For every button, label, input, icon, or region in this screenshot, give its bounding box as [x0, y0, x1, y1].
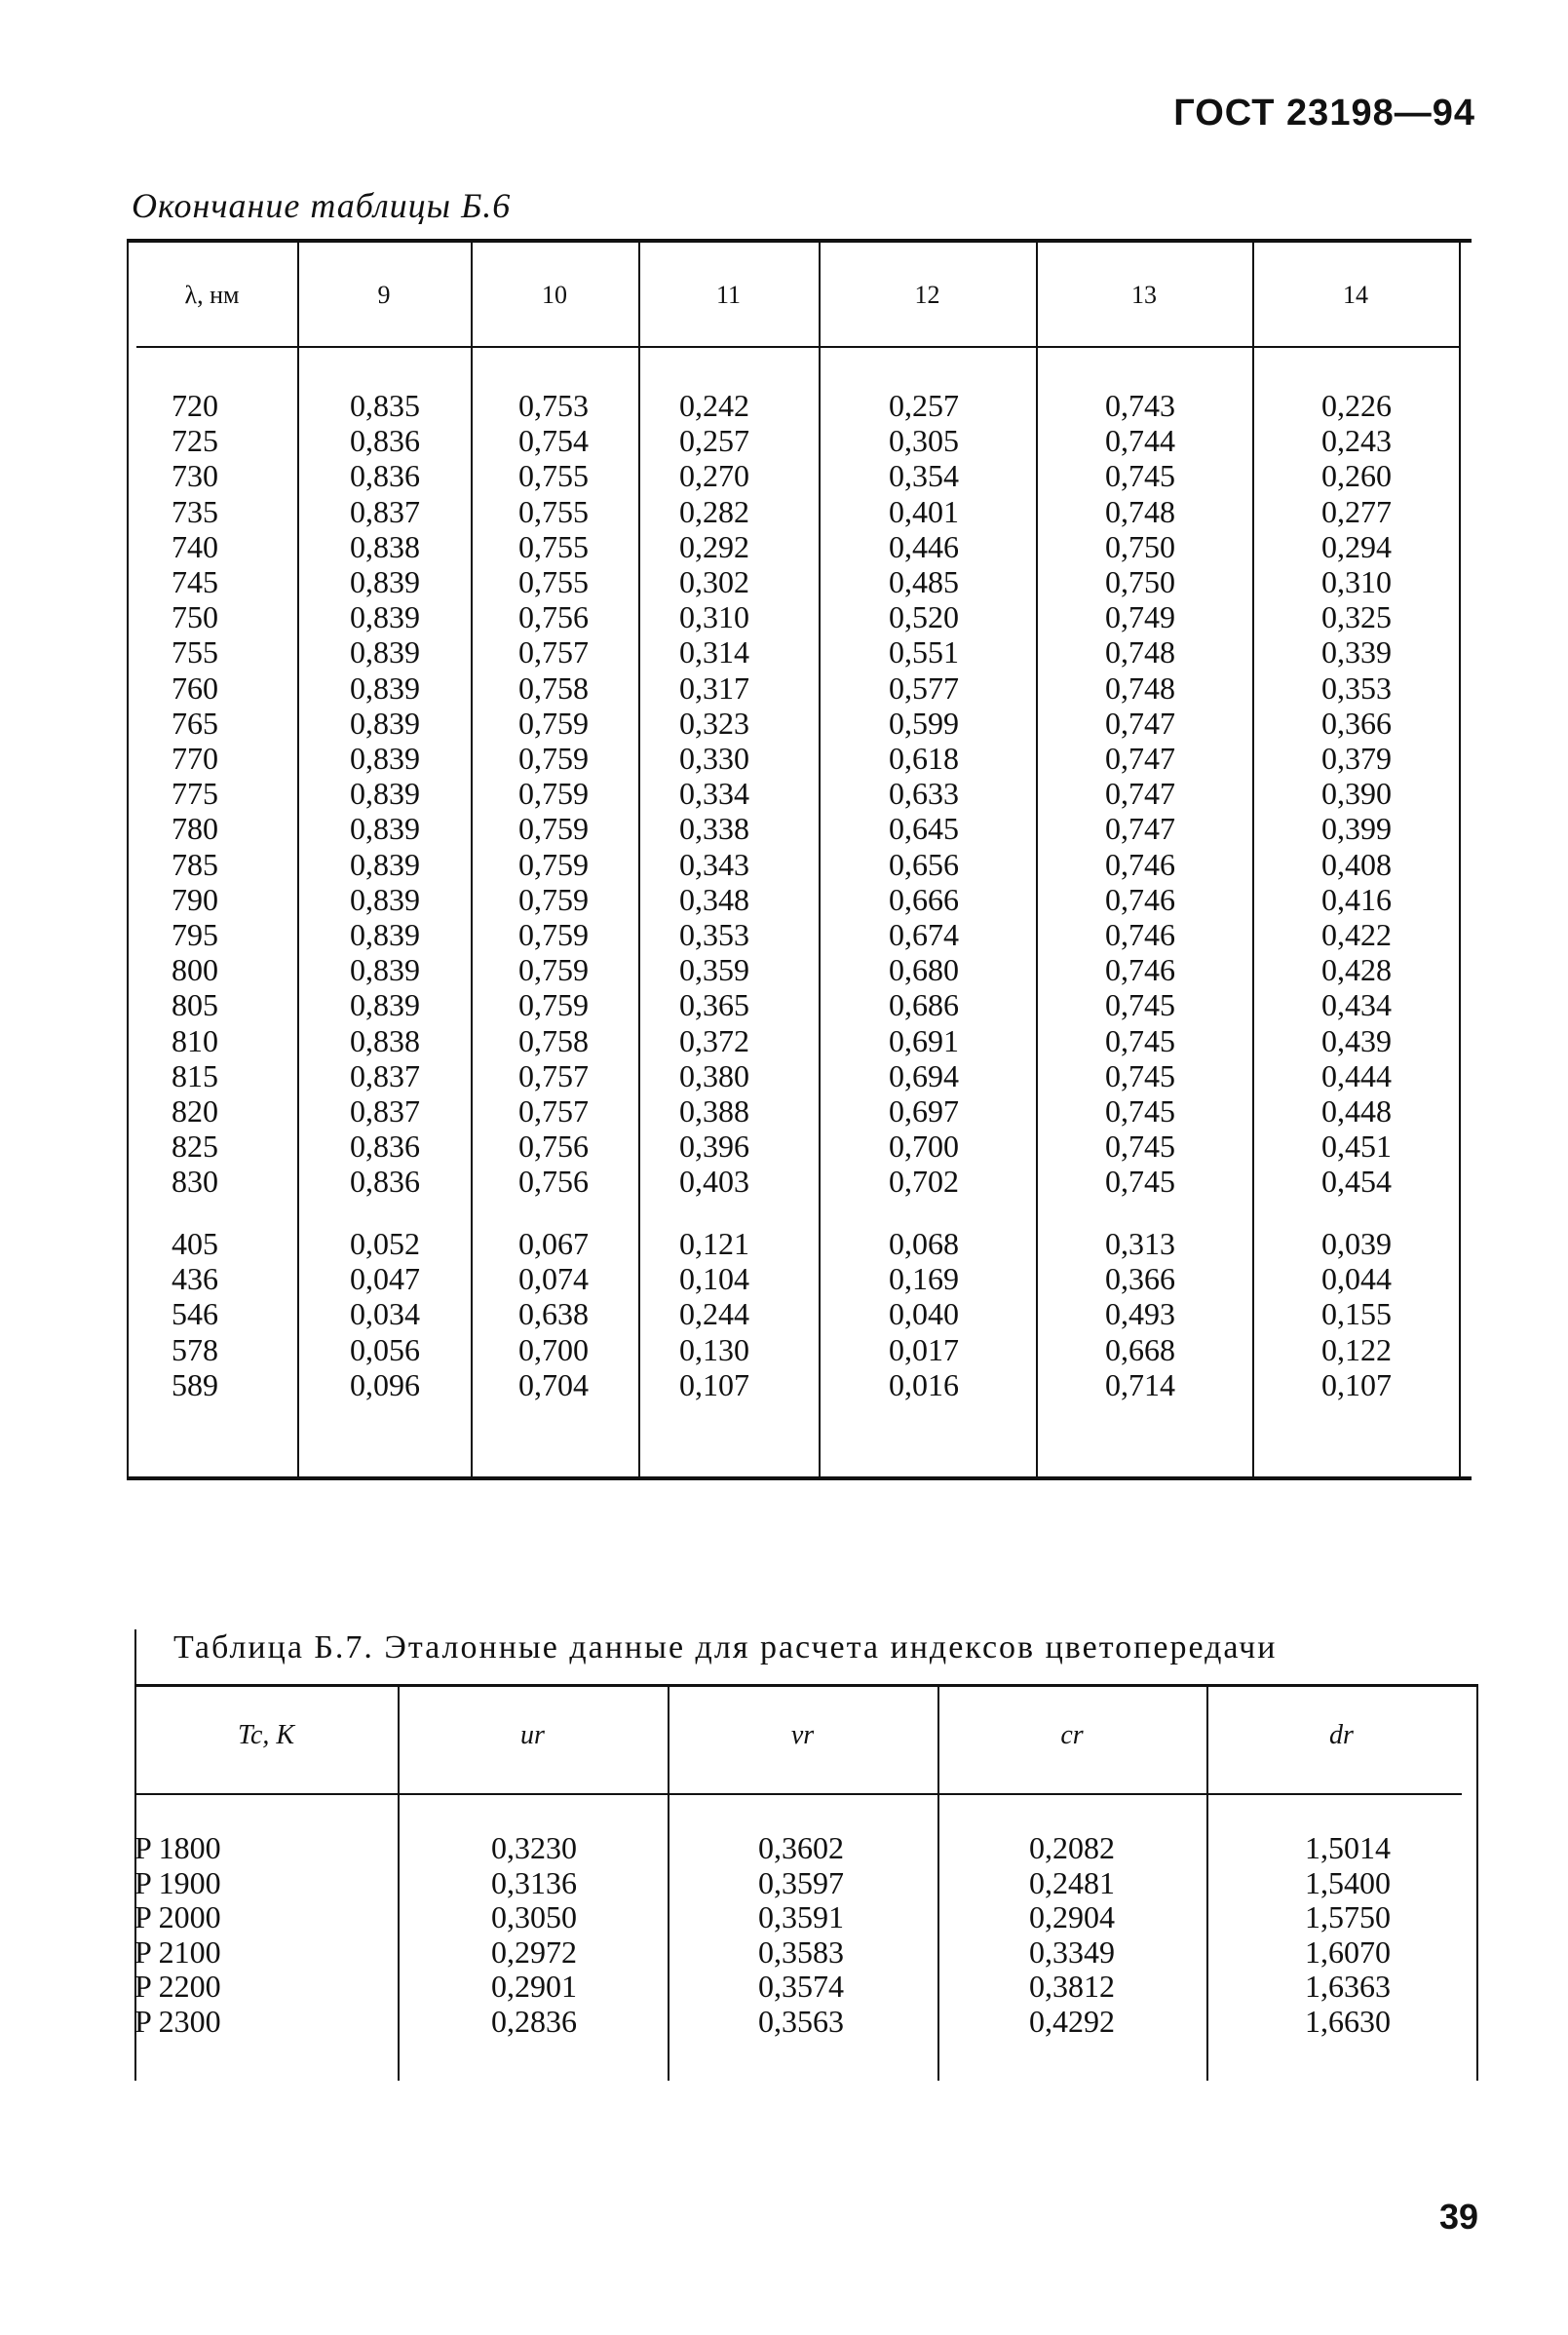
value-cell: 0,836: [350, 1129, 420, 1165]
value-cell: 0,2901: [491, 1969, 577, 2004]
value-cell: 0,403: [679, 1164, 749, 1200]
wavelength-cell: 760: [172, 670, 218, 706]
value-cell: 0,756: [518, 599, 589, 635]
value-cell: 0,448: [1321, 1093, 1392, 1129]
value-cell: 0,747: [1105, 811, 1175, 847]
value-cell: 0,444: [1321, 1057, 1392, 1093]
value-cell: 0,155: [1321, 1296, 1392, 1332]
value-cell: 0,835: [350, 388, 420, 423]
value-cell: 0,757: [518, 634, 589, 670]
value-cell: 0,2836: [491, 2003, 577, 2039]
value-cell: 0,493: [1105, 1296, 1175, 1332]
wavelength-cell: 805: [172, 987, 218, 1023]
value-cell: 0,107: [679, 1366, 749, 1402]
wavelength-cell: 780: [172, 811, 218, 847]
wavelength-cell: 546: [172, 1296, 218, 1332]
wavelength-cell: 800: [172, 952, 218, 988]
value-cell: 0,359: [679, 952, 749, 988]
wavelength-cell: 825: [172, 1129, 218, 1165]
table-b7-border-right: [1476, 1684, 1478, 2081]
value-cell: 0,755: [518, 493, 589, 529]
value-cell: 0,366: [1105, 1261, 1175, 1297]
value-cell: 0,485: [889, 564, 959, 599]
value-cell: 0,666: [889, 881, 959, 917]
value-cell: 0,039: [1321, 1226, 1392, 1261]
table-b7-header-0: Tc, K: [237, 1720, 295, 1750]
value-cell: 0,2082: [1029, 1830, 1115, 1865]
value-cell: 0,759: [518, 881, 589, 917]
value-cell: 0,756: [518, 1129, 589, 1165]
value-cell: 0,044: [1321, 1261, 1392, 1297]
value-cell: 0,836: [350, 1164, 420, 1200]
table-b7-header-2: vr: [790, 1720, 815, 1750]
value-cell: 0,3136: [491, 1864, 577, 1900]
value-cell: 0,4292: [1029, 2003, 1115, 2039]
value-cell: 0,745: [1105, 1164, 1175, 1200]
wavelength-cell: 735: [172, 493, 218, 529]
value-cell: 0,746: [1105, 952, 1175, 988]
value-cell: 0,839: [350, 705, 420, 741]
wavelength-cell: 750: [172, 599, 218, 635]
value-cell: 0,839: [350, 599, 420, 635]
value-cell: 0,746: [1105, 917, 1175, 952]
value-cell: 0,169: [889, 1261, 959, 1297]
table-b7-header-3: cr: [1060, 1720, 1084, 1750]
value-cell: 0,052: [350, 1226, 420, 1261]
wavelength-cell: 730: [172, 458, 218, 494]
temperature-cell: P 2200: [134, 1969, 221, 2004]
table-b7-header-1: ur: [520, 1720, 545, 1750]
wavelength-cell: 830: [172, 1164, 218, 1200]
value-cell: 1,6630: [1305, 2003, 1391, 2039]
table-b7-caption: Таблица Б.7. Эталонные данные для расчета индексов цветопередачи: [173, 1629, 1278, 1665]
value-cell: 0,422: [1321, 917, 1392, 952]
value-cell: 0,839: [350, 741, 420, 776]
value-cell: 0,747: [1105, 776, 1175, 812]
value-cell: 0,294: [1321, 528, 1392, 564]
value-cell: 0,313: [1105, 1226, 1175, 1261]
value-cell: 0,839: [350, 776, 420, 812]
value-cell: 0,2904: [1029, 1899, 1115, 1934]
value-cell: 0,016: [889, 1366, 959, 1402]
value-cell: 0,691: [889, 1022, 959, 1058]
value-cell: 0,314: [679, 634, 749, 670]
value-cell: 0,745: [1105, 1129, 1175, 1165]
table-b6-header-5: 13: [1131, 281, 1157, 309]
value-cell: 0,434: [1321, 987, 1392, 1023]
wavelength-cell: 765: [172, 705, 218, 741]
table-b6-header-1: 9: [377, 281, 391, 309]
value-cell: 0,759: [518, 846, 589, 882]
value-cell: 0,838: [350, 528, 420, 564]
wavelength-cell: 578: [172, 1331, 218, 1367]
value-cell: 0,839: [350, 670, 420, 706]
value-cell: 0,302: [679, 564, 749, 599]
value-cell: 0,310: [679, 599, 749, 635]
value-cell: 0,067: [518, 1226, 589, 1261]
table-b6-header-rule: [136, 346, 1459, 348]
value-cell: 0,257: [679, 423, 749, 459]
value-cell: 0,714: [1105, 1366, 1175, 1402]
value-cell: 0,743: [1105, 388, 1175, 423]
value-cell: 0,3563: [758, 2003, 844, 2039]
value-cell: 0,837: [350, 1057, 420, 1093]
value-cell: 0,753: [518, 388, 589, 423]
value-cell: 0,839: [350, 987, 420, 1023]
temperature-cell: P 1900: [134, 1864, 221, 1900]
table-b6-col-divider: [1252, 239, 1254, 1476]
value-cell: 0,348: [679, 881, 749, 917]
value-cell: 0,520: [889, 599, 959, 635]
value-cell: 0,366: [1321, 705, 1392, 741]
value-cell: 0,704: [518, 1366, 589, 1402]
value-cell: 0,226: [1321, 388, 1392, 423]
value-cell: 0,305: [889, 423, 959, 459]
value-cell: 0,401: [889, 493, 959, 529]
value-cell: 0,839: [350, 811, 420, 847]
value-cell: 0,3574: [758, 1969, 844, 2004]
value-cell: 0,454: [1321, 1164, 1392, 1200]
value-cell: 0,260: [1321, 458, 1392, 494]
value-cell: 0,759: [518, 705, 589, 741]
value-cell: 0,838: [350, 1022, 420, 1058]
value-cell: 0,757: [518, 1057, 589, 1093]
value-cell: 0,3597: [758, 1864, 844, 1900]
value-cell: 0,056: [350, 1331, 420, 1367]
temperature-cell: P 2300: [134, 2003, 221, 2039]
value-cell: 0,758: [518, 670, 589, 706]
value-cell: 0,749: [1105, 599, 1175, 635]
temperature-cell: P 1800: [134, 1830, 221, 1865]
value-cell: 0,343: [679, 846, 749, 882]
value-cell: 0,439: [1321, 1022, 1392, 1058]
value-cell: 0,702: [889, 1164, 959, 1200]
value-cell: 0,757: [518, 1093, 589, 1129]
value-cell: 0,372: [679, 1022, 749, 1058]
value-cell: 0,354: [889, 458, 959, 494]
table-b6-header-3: 11: [715, 281, 742, 309]
table-b6-header-4: 12: [914, 281, 940, 309]
value-cell: 0,656: [889, 846, 959, 882]
value-cell: 0,3230: [491, 1830, 577, 1865]
value-cell: 0,040: [889, 1296, 959, 1332]
table-b6-border-right: [1459, 239, 1461, 1476]
value-cell: 0,633: [889, 776, 959, 812]
value-cell: 0,746: [1105, 881, 1175, 917]
value-cell: 1,6070: [1305, 1933, 1391, 1970]
value-cell: 0,446: [889, 528, 959, 564]
value-cell: 0,379: [1321, 741, 1392, 776]
wavelength-cell: 820: [172, 1093, 218, 1129]
value-cell: 0,277: [1321, 493, 1392, 529]
table-b7-top-rule: [134, 1684, 1476, 1687]
value-cell: 0,428: [1321, 952, 1392, 988]
wavelength-cell: 770: [172, 741, 218, 776]
value-cell: 0,839: [350, 917, 420, 952]
table-b6-caption: Окончание таблицы Б.6: [132, 186, 512, 225]
value-cell: 0,839: [350, 564, 420, 599]
value-cell: 0,839: [350, 634, 420, 670]
value-cell: 0,839: [350, 881, 420, 917]
table-b6-header-2: 10: [542, 281, 567, 309]
wavelength-cell: 815: [172, 1057, 218, 1093]
value-cell: 0,068: [889, 1226, 959, 1261]
value-cell: 0,243: [1321, 423, 1392, 459]
value-cell: 0,837: [350, 493, 420, 529]
value-cell: 0,408: [1321, 846, 1392, 882]
value-cell: 0,2972: [491, 1933, 577, 1970]
value-cell: 0,121: [679, 1226, 749, 1261]
value-cell: 0,096: [350, 1366, 420, 1402]
wavelength-cell: 790: [172, 881, 218, 917]
temperature-cell: P 2000: [134, 1899, 221, 1934]
table-b6-header-6: 14: [1343, 281, 1368, 309]
value-cell: 0,638: [518, 1296, 589, 1332]
value-cell: 0,334: [679, 776, 749, 812]
value-cell: 0,759: [518, 776, 589, 812]
value-cell: 0,759: [518, 952, 589, 988]
wavelength-cell: 775: [172, 776, 218, 812]
table-b6-bottom-rule: [127, 1476, 1472, 1480]
table-b6-top-rule: [127, 239, 1472, 243]
wavelength-cell: 740: [172, 528, 218, 564]
value-cell: 0,242: [679, 388, 749, 423]
value-cell: 1,5400: [1305, 1864, 1391, 1900]
value-cell: 0,700: [889, 1129, 959, 1165]
value-cell: 0,745: [1105, 987, 1175, 1023]
table-b7-header-rule: [136, 1793, 1462, 1795]
wavelength-cell: 405: [172, 1226, 218, 1261]
value-cell: 0,3583: [758, 1933, 844, 1970]
value-cell: 0,074: [518, 1261, 589, 1297]
value-cell: 0,339: [1321, 634, 1392, 670]
wavelength-cell: 436: [172, 1261, 218, 1297]
value-cell: 0,599: [889, 705, 959, 741]
value-cell: 0,759: [518, 987, 589, 1023]
table-b6-col-divider: [1036, 239, 1038, 1476]
value-cell: 0,390: [1321, 776, 1392, 812]
wavelength-cell: 745: [172, 564, 218, 599]
value-cell: 0,257: [889, 388, 959, 423]
value-cell: 0,755: [518, 564, 589, 599]
value-cell: 0,3050: [491, 1899, 577, 1934]
value-cell: 0,748: [1105, 493, 1175, 529]
wavelength-cell: 755: [172, 634, 218, 670]
wavelength-cell: 795: [172, 917, 218, 952]
value-cell: 0,104: [679, 1261, 749, 1297]
value-cell: 0,416: [1321, 881, 1392, 917]
value-cell: 0,577: [889, 670, 959, 706]
value-cell: 0,380: [679, 1057, 749, 1093]
value-cell: 0,034: [350, 1296, 420, 1332]
value-cell: 0,451: [1321, 1129, 1392, 1165]
value-cell: 0,747: [1105, 705, 1175, 741]
value-cell: 0,697: [889, 1093, 959, 1129]
value-cell: 0,756: [518, 1164, 589, 1200]
wavelength-cell: 725: [172, 423, 218, 459]
value-cell: 0,365: [679, 987, 749, 1023]
value-cell: 0,107: [1321, 1366, 1392, 1402]
value-cell: 0,836: [350, 458, 420, 494]
value-cell: 0,388: [679, 1093, 749, 1129]
value-cell: 0,323: [679, 705, 749, 741]
value-cell: 0,282: [679, 493, 749, 529]
wavelength-cell: 810: [172, 1022, 218, 1058]
value-cell: 0,759: [518, 741, 589, 776]
table-b7-header-4: dr: [1329, 1720, 1354, 1750]
value-cell: 0,755: [518, 528, 589, 564]
table-b6-col-divider: [819, 239, 821, 1476]
value-cell: 0,836: [350, 423, 420, 459]
value-cell: 0,2481: [1029, 1864, 1115, 1900]
value-cell: 0,759: [518, 917, 589, 952]
value-cell: 0,674: [889, 917, 959, 952]
value-cell: 0,758: [518, 1022, 589, 1058]
value-cell: 0,3602: [758, 1830, 844, 1865]
value-cell: 0,551: [889, 634, 959, 670]
value-cell: 1,6363: [1305, 1969, 1391, 2004]
value-cell: 0,3349: [1029, 1933, 1115, 1970]
value-cell: 0,837: [350, 1093, 420, 1129]
value-cell: 1,5750: [1305, 1899, 1391, 1934]
table-b6-col-divider: [297, 239, 299, 1476]
value-cell: 0,839: [350, 846, 420, 882]
page-number: 39: [1438, 2197, 1478, 2237]
value-cell: 0,330: [679, 741, 749, 776]
value-cell: 0,680: [889, 952, 959, 988]
value-cell: 0,353: [1321, 670, 1392, 706]
document-code: ГОСТ 23198—94: [1173, 93, 1475, 134]
value-cell: 0,745: [1105, 458, 1175, 494]
value-cell: 0,750: [1105, 564, 1175, 599]
value-cell: 0,700: [518, 1331, 589, 1367]
value-cell: 0,839: [350, 952, 420, 988]
value-cell: 0,292: [679, 528, 749, 564]
value-cell: 0,750: [1105, 528, 1175, 564]
value-cell: 0,759: [518, 811, 589, 847]
value-cell: 0,754: [518, 423, 589, 459]
value-cell: 0,310: [1321, 564, 1392, 599]
value-cell: 0,338: [679, 811, 749, 847]
value-cell: 0,3812: [1029, 1969, 1115, 2004]
value-cell: 0,047: [350, 1261, 420, 1297]
value-cell: 0,748: [1105, 670, 1175, 706]
temperature-cell: P 2100: [134, 1933, 221, 1970]
value-cell: 0,645: [889, 811, 959, 847]
value-cell: 0,017: [889, 1331, 959, 1367]
value-cell: 0,694: [889, 1057, 959, 1093]
wavelength-cell: 785: [172, 846, 218, 882]
value-cell: 0,748: [1105, 634, 1175, 670]
value-cell: 0,399: [1321, 811, 1392, 847]
wavelength-cell: 589: [172, 1366, 218, 1402]
value-cell: 0,130: [679, 1331, 749, 1367]
value-cell: 0,747: [1105, 741, 1175, 776]
table-b6-header-0: λ, нм: [184, 281, 240, 309]
value-cell: 0,325: [1321, 599, 1392, 635]
value-cell: 0,746: [1105, 846, 1175, 882]
value-cell: 0,755: [518, 458, 589, 494]
value-cell: 0,745: [1105, 1022, 1175, 1058]
value-cell: 1,5014: [1305, 1830, 1391, 1865]
value-cell: 0,744: [1105, 423, 1175, 459]
value-cell: 0,353: [679, 917, 749, 952]
value-cell: 0,745: [1105, 1057, 1175, 1093]
wavelength-cell: 720: [172, 388, 218, 423]
value-cell: 0,317: [679, 670, 749, 706]
value-cell: 0,244: [679, 1296, 749, 1332]
value-cell: 0,3591: [758, 1899, 844, 1934]
value-cell: 0,668: [1105, 1331, 1175, 1367]
value-cell: 0,618: [889, 741, 959, 776]
value-cell: 0,122: [1321, 1331, 1392, 1367]
value-cell: 0,396: [679, 1129, 749, 1165]
value-cell: 0,270: [679, 458, 749, 494]
value-cell: 0,745: [1105, 1093, 1175, 1129]
value-cell: 0,686: [889, 987, 959, 1023]
